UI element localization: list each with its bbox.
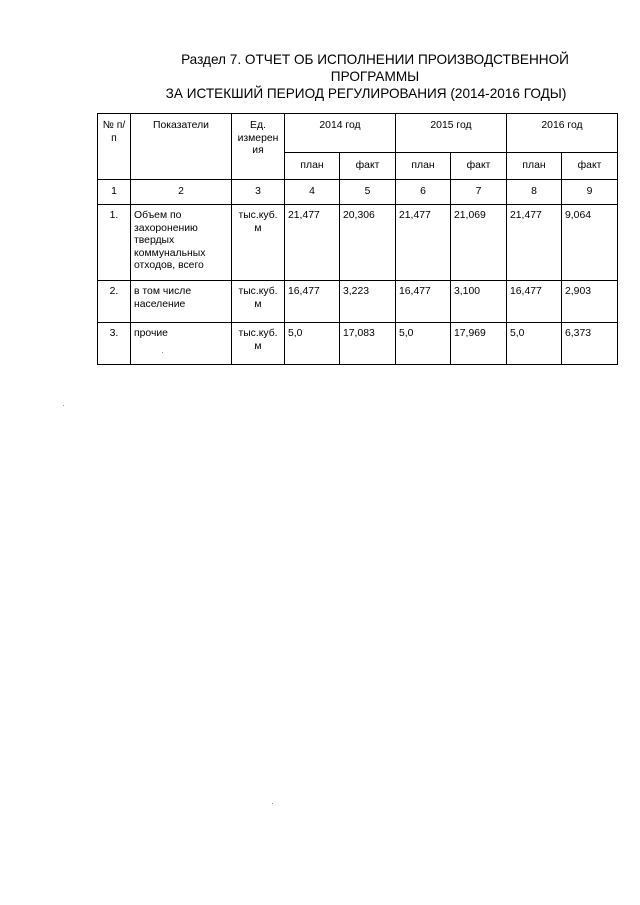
row-value: 20,306: [340, 205, 396, 281]
table-row: [98, 205, 618, 281]
header-num: № п/п: [98, 114, 131, 180]
column-number: 7: [451, 180, 507, 205]
table-row: [98, 281, 618, 323]
row-value: 2,903: [562, 281, 618, 323]
row-value: 5,0: [507, 323, 562, 365]
column-number: 4: [285, 180, 340, 205]
scan-speck: [162, 352, 163, 353]
row-unit: тыс.куб. м: [232, 205, 285, 281]
row-value: 16,477: [507, 281, 562, 323]
column-number: 2: [131, 180, 232, 205]
column-number: 3: [232, 180, 285, 205]
document-title: [140, 51, 610, 102]
row-value: 16,477: [396, 281, 451, 323]
header-fact: факт: [340, 153, 396, 180]
report-table: [97, 113, 618, 365]
column-number-row: [98, 180, 618, 205]
row-value: 5,0: [285, 323, 340, 365]
column-number: 8: [507, 180, 562, 205]
header-plan: план: [507, 153, 562, 180]
title-line-1: Раздел 7. ОТЧЕТ ОБ ИСПОЛНЕНИИ ПРОИЗВОДСТВЕННОЙ ПРОГРАММЫ: [181, 52, 569, 84]
header-indicator: Показатели: [131, 114, 232, 180]
header-fact: факт: [451, 153, 507, 180]
row-value: 21,069: [451, 205, 507, 281]
header-plan: план: [285, 153, 340, 180]
scan-speck: [63, 405, 64, 406]
row-value: 9,064: [562, 205, 618, 281]
row-value: 17,083: [340, 323, 396, 365]
title-line-2: ЗА ИСТЕКШИЙ ПЕРИОД РЕГУЛИРОВАНИЯ (2014-2016 ГОДЫ): [165, 86, 567, 101]
header-year-2014: 2014 год: [285, 114, 396, 153]
header-fact: факт: [562, 153, 618, 180]
row-indicator: в том числе население: [131, 281, 232, 323]
column-number: 1: [98, 180, 131, 205]
row-indicator: Объем по захоронению твердых коммунальных отходов, всего: [131, 205, 232, 281]
row-value: 21,477: [396, 205, 451, 281]
row-value: 17,969: [451, 323, 507, 365]
header-year-2015: 2015 год: [396, 114, 507, 153]
row-unit: тыс.куб. м: [232, 323, 285, 365]
row-unit: тыс.куб. м: [232, 281, 285, 323]
row-num: 3.: [98, 323, 131, 365]
column-number: 6: [396, 180, 451, 205]
row-indicator: прочие: [131, 323, 232, 365]
row-num: 1.: [98, 205, 131, 281]
row-value: 5,0: [396, 323, 451, 365]
header-unit: Ед. измерен ия: [232, 114, 285, 180]
header-plan: план: [396, 153, 451, 180]
row-value: 21,477: [507, 205, 562, 281]
table-row: [98, 323, 618, 365]
scan-speck: [272, 803, 273, 804]
row-value: 3,100: [451, 281, 507, 323]
row-value: 6,373: [562, 323, 618, 365]
column-number: 5: [340, 180, 396, 205]
row-value: 3,223: [340, 281, 396, 323]
header-row: [98, 114, 618, 153]
row-value: 21,477: [285, 205, 340, 281]
row-num: 2.: [98, 281, 131, 323]
row-value: 16,477: [285, 281, 340, 323]
header-year-2016: 2016 год: [507, 114, 618, 153]
column-number: 9: [562, 180, 618, 205]
